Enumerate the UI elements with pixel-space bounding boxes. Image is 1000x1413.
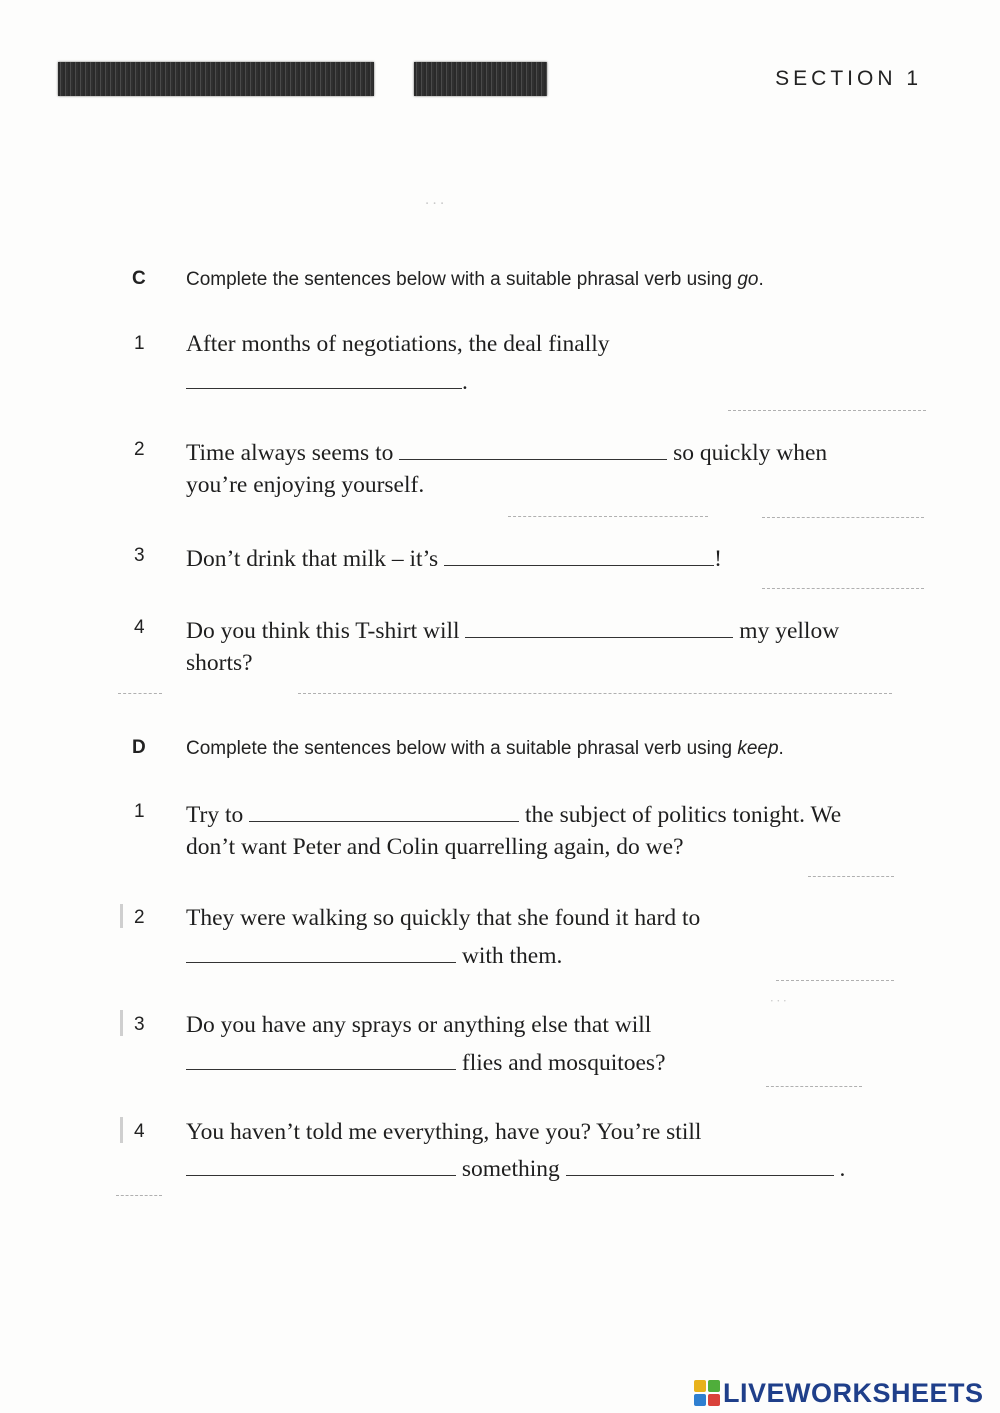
exercise-instruction: Complete the sentences below with a suitable phrasal verb using keep. xyxy=(186,738,784,759)
header-bar-right xyxy=(414,62,547,96)
answer-blank[interactable] xyxy=(444,541,714,566)
sentence-line: Try to the subject of politics tonight. We xyxy=(186,797,841,830)
margin-mark xyxy=(120,904,123,928)
liveworksheets-logo xyxy=(694,1376,984,1410)
header-bar-left xyxy=(58,62,374,96)
exercise-letter: C xyxy=(132,268,146,289)
sentence-text: You haven’t told me everything, have you? You’re still xyxy=(186,1119,702,1145)
margin-mark xyxy=(120,1010,123,1036)
answer-blank[interactable] xyxy=(186,1045,456,1070)
item-number: 4 xyxy=(134,617,145,638)
scan-line xyxy=(728,410,926,411)
scan-line xyxy=(766,1086,862,1087)
sentence-text: don’t want Peter and Colin quarrelling again, do we? xyxy=(186,834,684,860)
answer-blank[interactable] xyxy=(186,364,462,389)
scan-smudge: · · · xyxy=(770,993,787,1008)
sentence-line: Do you think this T-shirt will my yellow xyxy=(186,613,839,646)
answer-blank[interactable] xyxy=(186,938,456,963)
sentence-text: shorts? xyxy=(186,650,253,676)
sentence-text: After months of negotiations, the deal finally xyxy=(186,331,610,357)
scan-line xyxy=(762,517,924,518)
item-number: 2 xyxy=(134,439,145,460)
margin-mark xyxy=(120,1117,123,1143)
item-number: 4 xyxy=(134,1121,145,1142)
sentence-line: with them. xyxy=(186,938,562,971)
scan-line xyxy=(776,980,894,981)
sentence-line: . xyxy=(186,364,468,397)
sentence-line: something . xyxy=(186,1151,845,1184)
answer-blank[interactable] xyxy=(465,613,733,638)
exercise-letter: D xyxy=(132,737,146,758)
sentence-text: you’re enjoying yourself. xyxy=(186,472,425,498)
exercise-instruction: Complete the sentences below with a suitable phrasal verb using go. xyxy=(186,269,764,290)
item-number: 3 xyxy=(134,1014,145,1035)
answer-blank[interactable] xyxy=(186,1151,456,1176)
scan-line xyxy=(116,1195,162,1196)
scan-line xyxy=(298,693,892,694)
answer-blank[interactable] xyxy=(399,435,667,460)
sentence-text: Do you have any sprays or anything else that will xyxy=(186,1012,652,1038)
item-number: 1 xyxy=(134,801,145,822)
sentence-text: They were walking so quickly that she found it hard to xyxy=(186,905,701,931)
sentence-line: Don’t drink that milk – it’s ! xyxy=(186,541,722,574)
scan-smudge: · · · xyxy=(425,196,444,212)
answer-blank[interactable] xyxy=(566,1151,834,1176)
logo-text: LIVEWORKSHEETS xyxy=(723,1377,984,1408)
scan-line xyxy=(762,588,924,589)
answer-blank[interactable] xyxy=(249,797,519,822)
scan-line xyxy=(808,876,894,877)
section-label: SECTION 1 xyxy=(775,67,922,90)
scan-line xyxy=(118,693,162,694)
scan-line xyxy=(508,516,708,517)
logo-icon xyxy=(694,1380,720,1406)
item-number: 2 xyxy=(134,907,145,928)
sentence-line: flies and mosquitoes? xyxy=(186,1045,666,1078)
item-number: 3 xyxy=(134,545,145,566)
sentence-line: Time always seems to so quickly when xyxy=(186,435,827,468)
item-number: 1 xyxy=(134,333,145,354)
